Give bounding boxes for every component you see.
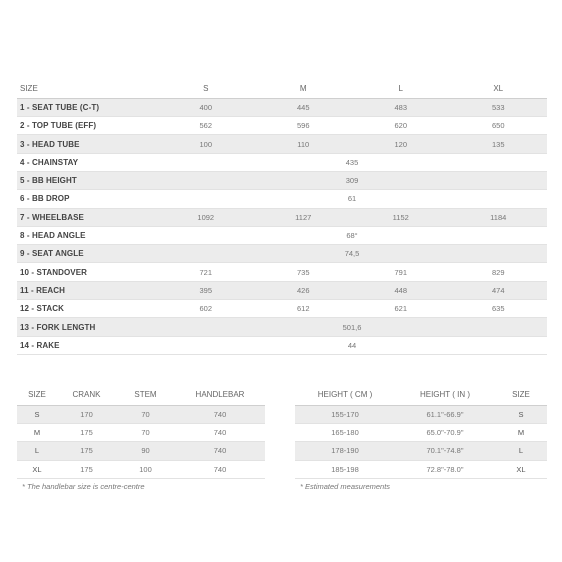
rider-row xyxy=(295,405,547,423)
rider-row-cell: 70.1"-74.8" xyxy=(395,442,495,460)
components-row-cell: 740 xyxy=(175,405,265,423)
components-row-cell: 740 xyxy=(213,464,227,474)
geometry-cell: 448 xyxy=(352,281,450,299)
geometry-header-l: L xyxy=(398,84,403,94)
components-row-cell: 175 xyxy=(57,442,116,460)
rider-row-cell: S xyxy=(495,405,547,423)
geometry-row-label: 7 - WHEELBASE xyxy=(17,208,157,226)
components-row xyxy=(17,442,265,460)
rider-header-row xyxy=(295,384,547,405)
geometry-cell: 1152 xyxy=(352,208,450,226)
components-header-size: SIZE xyxy=(28,389,46,399)
geometry-row xyxy=(17,171,547,189)
geometry-row xyxy=(17,98,547,116)
components-row-cell: S xyxy=(17,405,57,423)
rider-header-height-in: HEIGHT ( IN ) xyxy=(419,389,471,399)
components-row-cell: 90 xyxy=(116,442,175,460)
components-row-cell: 740 xyxy=(213,428,227,438)
components-row-cell: 100 xyxy=(139,464,152,474)
geometry-cell: 602 xyxy=(199,304,212,314)
geometry-row-label: 3 - HEAD TUBE xyxy=(17,135,157,153)
components-row-cell: 70 xyxy=(116,405,175,423)
geometry-row-label: 4 - CHAINSTAY xyxy=(20,157,79,167)
components-table xyxy=(17,384,265,479)
rider-row-cell: 165-180 xyxy=(331,428,359,438)
components-row-cell: 70 xyxy=(141,428,150,438)
geometry-cell: 621 xyxy=(394,304,407,314)
geometry-cell: 1184 xyxy=(450,208,548,226)
geometry-cell: 829 xyxy=(491,267,505,277)
geometry-row-label: 12 - STACK xyxy=(20,304,64,314)
geometry-common-cell: 68° xyxy=(346,231,358,241)
components-row-cell: 740 xyxy=(175,442,265,460)
rider-row-cell: L xyxy=(495,442,547,460)
geometry-row-label: 6 - BB DROP xyxy=(20,194,70,204)
rider-row-cell: 61.1"-66.9" xyxy=(395,405,495,423)
geometry-row-label: 8 - HEAD ANGLE xyxy=(20,231,86,241)
geometry-cell: 596 xyxy=(296,121,310,131)
components-header-crank: CRANK xyxy=(72,389,101,399)
rider-row-cell: 155-170 xyxy=(295,405,395,423)
geometry-row xyxy=(17,226,547,244)
geometry-row xyxy=(17,281,547,299)
components-row-cell: M xyxy=(33,428,41,438)
geometry-cell: 635 xyxy=(491,304,505,314)
components-row-cell: L xyxy=(17,442,57,460)
geometry-row-label: 10 - STANDOVER xyxy=(20,267,88,277)
geometry-cell: 791 xyxy=(394,267,407,277)
geometry-header-xl: XL xyxy=(493,84,504,94)
geometry-cell: 474 xyxy=(450,281,548,299)
geometry-row xyxy=(17,135,547,153)
components-row-cell: 170 xyxy=(57,405,116,423)
handlebar-note: * The handlebar size is centre-centre xyxy=(22,482,145,491)
geometry-header-s: S xyxy=(203,84,209,94)
components-row-cell: 175 xyxy=(80,464,93,474)
estimated-note: * Estimated measurements xyxy=(300,482,391,491)
geometry-row xyxy=(17,318,547,336)
geometry-cell: 483 xyxy=(352,98,450,116)
geometry-common-cell: 435 xyxy=(345,157,359,167)
geometry-cell: 110 xyxy=(255,135,353,153)
geometry-cell: 721 xyxy=(199,267,212,277)
geometry-row xyxy=(17,153,547,171)
geometry-table xyxy=(17,80,547,355)
geometry-row-label: 5 - BB HEIGHT xyxy=(17,171,157,189)
rider-header-size: SIZE xyxy=(512,389,530,399)
components-row xyxy=(17,405,265,423)
rider-row-cell: 185-198 xyxy=(331,464,359,474)
geometry-row-label: 14 - RAKE xyxy=(20,340,60,350)
components-header-stem: STEM xyxy=(134,389,157,399)
geometry-common-cell: 501,6 xyxy=(157,318,547,336)
geometry-common-cell: 44 xyxy=(347,340,357,350)
geometry-cell: 135 xyxy=(450,135,548,153)
components-header-row xyxy=(17,384,265,405)
geometry-row xyxy=(17,117,547,135)
geometry-row xyxy=(17,300,547,318)
components-row-cell: XL xyxy=(32,464,42,474)
geometry-header-row xyxy=(17,80,547,98)
rider-row-cell: M xyxy=(517,428,525,438)
geometry-cell: 735 xyxy=(296,267,310,277)
geometry-header-m: M xyxy=(299,84,307,94)
geometry-cell: 620 xyxy=(394,121,407,131)
rider-row-cell: XL xyxy=(516,464,526,474)
geometry-row-label: 9 - SEAT ANGLE xyxy=(17,245,157,263)
rider-row-cell: 178-190 xyxy=(295,442,395,460)
geometry-row xyxy=(17,208,547,226)
geometry-cell: 533 xyxy=(450,98,548,116)
geometry-cell: 1127 xyxy=(255,208,353,226)
rider-height-table xyxy=(295,384,547,479)
geometry-cell: 562 xyxy=(199,121,212,131)
geometry-cell: 400 xyxy=(157,98,255,116)
geometry-row xyxy=(17,190,547,208)
rider-row xyxy=(295,460,547,478)
geometry-cell: 612 xyxy=(296,304,310,314)
geometry-cell: 650 xyxy=(491,121,505,131)
components-header-handlebar: HANDLEBAR xyxy=(195,389,245,399)
geometry-row-label: 11 - REACH xyxy=(17,281,157,299)
geometry-common-cell: 61 xyxy=(347,194,357,204)
geometry-common-cell: 309 xyxy=(157,171,547,189)
components-row-cell: 175 xyxy=(80,428,93,438)
geometry-row-label: 2 - TOP TUBE (EFF) xyxy=(20,121,97,131)
rider-row-cell: 65.0"-70.9" xyxy=(426,428,464,438)
rider-row xyxy=(295,423,547,441)
geometry-cell: 395 xyxy=(157,281,255,299)
geometry-cell: 100 xyxy=(157,135,255,153)
geometry-header-size: SIZE xyxy=(20,84,38,94)
geometry-row xyxy=(17,245,547,263)
geometry-cell: 445 xyxy=(255,98,353,116)
components-row xyxy=(17,423,265,441)
rider-row-cell: 72.8"-78.0" xyxy=(426,464,464,474)
geometry-row-label: 1 - SEAT TUBE (C-T) xyxy=(17,98,157,116)
geometry-cell: 1092 xyxy=(157,208,255,226)
geometry-cell: 120 xyxy=(352,135,450,153)
geometry-row-label: 13 - FORK LENGTH xyxy=(17,318,157,336)
rider-header-height-cm: HEIGHT ( CM ) xyxy=(317,389,373,399)
geometry-row xyxy=(17,263,547,281)
geometry-common-cell: 74,5 xyxy=(157,245,547,263)
geometry-row xyxy=(17,336,547,354)
components-row xyxy=(17,460,265,478)
geometry-cell: 426 xyxy=(255,281,353,299)
rider-row xyxy=(295,442,547,460)
